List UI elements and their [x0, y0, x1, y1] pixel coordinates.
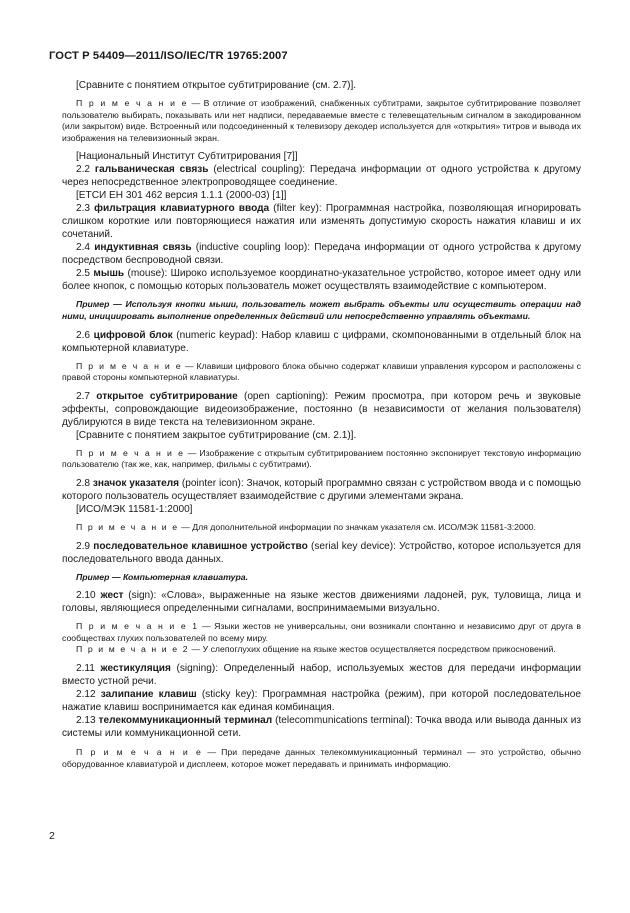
term-name: открытое субтитрирование	[96, 390, 238, 402]
term-number: 2.10	[76, 590, 101, 602]
term-name: жест	[100, 590, 124, 602]
note-text: — Изображение с открытым субтитрированием постоянно экспонирует текстовую информацию пользователю (так же, как, например, фильмы с субтитрами).	[62, 447, 581, 470]
term-definition: (inductive coupling loop): Передача информации от одного устройства к другому посредством беспроводной связи.	[62, 242, 581, 267]
source-reference: [Национальный Институт Субтитрирования [7]]	[76, 151, 298, 163]
note-paragraph	[62, 361, 581, 384]
term-entry-2-7	[62, 390, 581, 429]
term-number: 2.2	[76, 164, 95, 176]
note-label: П р и м е ч а н и е 1	[76, 621, 199, 632]
term-definition: (serial key device): Устройство, которое используется для последовательного ввода данных.	[62, 540, 581, 565]
term-name: индуктивная связь	[94, 242, 192, 254]
page-number: 2	[49, 830, 55, 842]
term-name: залипание клавиш	[100, 688, 197, 700]
page-header: ГОСТ Р 54409—2011/ISO/IEC/TR 19765:2007	[49, 50, 288, 62]
term-definition: (filter key): Программная настройка, позволяющая игнорировать слишком короткие или повторяющиеся нажатия или изменять допустимую скорость нажатия клавиш и их сочетаний.	[62, 203, 581, 241]
term-name: цифровой блок	[93, 329, 173, 341]
term-entry-2-3	[62, 202, 581, 241]
term-entry-2-8	[62, 477, 581, 503]
term-number: 2.3	[76, 203, 95, 215]
term-name: телекоммуникационный терминал	[98, 714, 273, 726]
term-number: 2.5	[76, 268, 94, 280]
note-text: — У слепоглухих общение на языке жестов осуществляется посредством прикосновений.	[189, 644, 556, 655]
term-definition: (sticky key): Программная настройка (режим), при которой последовательное нажатие клавиш воспринимается как единая комбинация.	[62, 688, 581, 713]
note-paragraph	[62, 448, 581, 471]
term-entry-2-4	[62, 241, 581, 267]
compare-note: [Сравните с понятием открытое субтитрирование (см. 2.7)].	[76, 80, 357, 91]
body-text	[62, 79, 581, 770]
note-text: — Клавиши цифрового блока обычно содержат клавиши управления курсором и расположены с правой стороны компьютерной клавиатуры.	[62, 360, 581, 383]
note-text: — Языки жестов не универсальны, они возникали спонтанно и независимо друг от друга в сообществах глухих пользователей по всему миру.	[62, 621, 581, 643]
compare-note: [Сравните с понятием закрытое субтитрирование (см. 2.1)].	[76, 429, 357, 441]
term-entry-2-10	[62, 589, 581, 615]
term-definition: (numeric keypad): Набор клавиш с цифрами, скомпонованными в отдельный блок на компьютерной клавиатуре.	[62, 329, 581, 354]
term-name: мышь	[93, 268, 125, 280]
term-name: последовательное клавишное устройство	[93, 540, 308, 552]
note-label: П р и м е ч а н и е	[76, 447, 185, 458]
term-definition: (telecommunications terminal): Точка ввода или вывода данных из системы или коммуникационной сети.	[62, 714, 581, 739]
note-text: — В отличие от изображений, снабженных субтитрами, закрытое субтитрирование позволяет пользователю выбирать, показывать или нет надписи, передаваемые вместе с телевещательным сигналом в закодированном (или закрытом) виде. Встроенный или подсоединенный к телевизору декодер используется для «открытия» титров и вывода их изображения на телевизионный экран.	[62, 98, 581, 143]
term-name: фильтрация клавиатурного ввода	[94, 203, 270, 215]
term-entry-2-6	[62, 329, 581, 355]
term-definition: (electrical coupling): Передача информации от одного устройства к другому через непосредственное электропроводящее соединение.	[62, 164, 581, 189]
term-name: жестикуляция	[100, 662, 171, 674]
note-text: — При передаче данных телекоммуникационный терминал — это устройство, обычно оборудованное клавиатурой и дисплеем, которое может передавать и принимать информацию.	[62, 746, 581, 769]
note-paragraph	[62, 98, 581, 144]
term-number: 2.9	[76, 540, 94, 552]
note-label: П р и м е ч а н и е	[76, 746, 203, 757]
term-definition: (mouse): Широко используемое координатно-указательное устройство, которое имеет одну или более кнопок, с помощью которых пользователь может осуществлять взаимодействие с компьютером.	[62, 268, 582, 293]
term-number: 2.12	[76, 688, 101, 700]
term-definition: (sign): «Слова», выраженные на языке жестов движениями ладоней, рук, туловища, лица и головы, являющиеся определенными сигналами, воспринимаемыми визуально.	[62, 590, 581, 615]
note-label: П р и м е ч а н и е	[76, 360, 183, 371]
note-paragraph	[62, 621, 581, 644]
example-paragraph: Пример — Компьютерная клавиатура.	[76, 571, 249, 582]
term-definition: (pointer icon): Значок, который программно связан с устройством ввода и с помощью которого пользователь осуществляет взаимодействие с другими элементами экрана.	[62, 477, 582, 502]
example-paragraph: Пример — Используя кнопки мыши, пользователь может выбрать объекты или осуществить операции над ними, инициировать выполнение определенных действий или непосредственно управлять объектами.	[62, 299, 581, 321]
term-entry-2-9	[62, 540, 581, 566]
note-paragraph	[62, 644, 581, 656]
source-reference: [ИСО/МЭК 11581-1:2000]	[76, 503, 193, 515]
note-paragraph	[62, 522, 581, 534]
note-label: П р и м е ч а н и е 2	[76, 644, 190, 655]
note-paragraph	[62, 747, 581, 770]
term-number: 2.13	[76, 714, 99, 726]
term-name: гальваническая связь	[94, 164, 209, 176]
term-definition: (open captioning): Режим просмотра, при котором речь и звуковые эффекты, сопровождающие видеоизображение, постоянно (в независимости от желания пользователя) дублируются в виде текста на телевизионном экране.	[62, 390, 582, 428]
source-reference: [ЕТСИ ЕН 301 462 версия 1.1.1 (2000-03) [1]]	[76, 190, 287, 202]
term-entry-2-5	[62, 267, 581, 293]
note-label: П р и м е ч а н и е	[76, 98, 189, 108]
term-entry-2-11	[62, 662, 581, 688]
term-entry-2-12	[62, 688, 581, 714]
term-number: 2.6	[76, 329, 94, 341]
term-number: 2.7	[76, 390, 97, 402]
term-number: 2.11	[76, 662, 101, 674]
note-text: — Для дополнительной информации по значкам указателя см. ИСО/МЭК 11581-3:2000.	[178, 521, 536, 532]
term-entry-2-13	[62, 714, 581, 740]
term-number: 2.4	[76, 242, 95, 254]
note-label: П р и м е ч а н и е	[76, 521, 179, 532]
term-definition: (signing): Определенный набор, используемых жестов для передачи информации вместо устной речи.	[62, 662, 581, 687]
term-entry-2-2	[62, 163, 581, 189]
term-number: 2.8	[76, 477, 93, 489]
term-name: значок указателя	[92, 477, 180, 489]
